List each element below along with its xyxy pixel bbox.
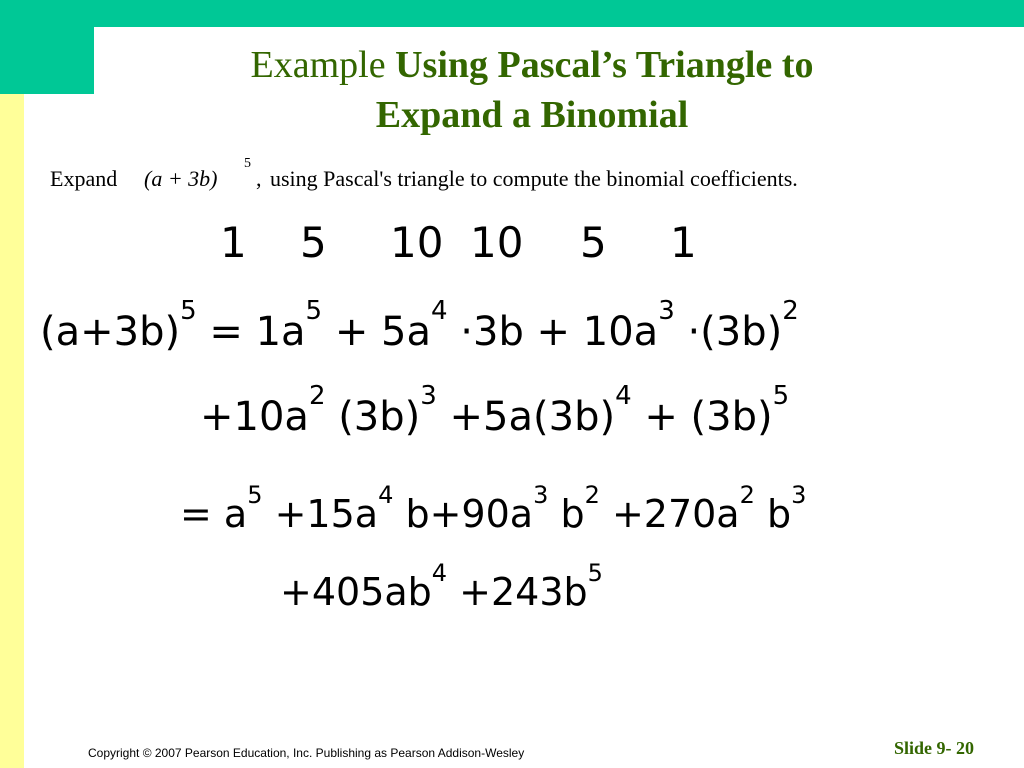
term-text: +405ab: [280, 570, 432, 614]
term-text: +5a(3b): [449, 394, 616, 440]
pascal-coefficient: 5: [300, 218, 327, 267]
term-exponent: 3: [791, 481, 807, 509]
term-exponent: 4: [615, 381, 632, 411]
title-prefix: Example: [250, 44, 386, 86]
copyright-notice: Copyright © 2007 Pearson Education, Inc. Publishing as Pearson Addison-Wesley: [88, 746, 525, 760]
expansion-line-1: [40, 296, 799, 355]
term-text: + 5a: [334, 309, 432, 355]
term-exponent: 2: [308, 381, 326, 411]
term-exponent: 2: [739, 481, 755, 509]
term-exponent: 5: [305, 296, 323, 326]
term-exponent: 5: [247, 481, 263, 509]
term-text: + (3b): [644, 394, 773, 440]
term-text: = 1a: [209, 309, 306, 355]
binomial-exponent: 5: [244, 156, 251, 171]
term-text: +15a: [274, 492, 379, 536]
handwritten-expression: [40, 296, 799, 355]
binomial-comma: ,: [256, 166, 262, 191]
term-exponent: 3: [658, 296, 675, 326]
simplified-line-1: [180, 481, 806, 536]
term-text: b+90a: [405, 492, 534, 536]
left-accent-bar: [0, 94, 24, 768]
term-exponent: 5: [587, 559, 603, 587]
term-text: = a: [180, 492, 248, 536]
corner-accent-block: [0, 0, 94, 94]
title-line-2: Expand a Binomial: [375, 94, 689, 136]
term-text: +243b: [459, 570, 588, 614]
simplified-line-2: [280, 559, 603, 614]
title-line-1: [100, 40, 964, 90]
handwritten-expression: [280, 559, 603, 614]
term-text: b: [560, 492, 585, 536]
handwritten-work: [30, 205, 1010, 625]
handwritten-expression: [180, 481, 806, 536]
term-text: +10a: [200, 394, 309, 440]
prompt-lead: Expand: [50, 166, 118, 191]
top-accent-bar: [0, 0, 1024, 27]
term-text: b: [766, 492, 792, 536]
term-text: (3b): [338, 394, 421, 440]
slide-title: [100, 40, 964, 140]
term-exponent: 5: [180, 296, 197, 326]
pascal-coefficient: 10: [390, 218, 444, 267]
handwritten-expression: [200, 381, 789, 440]
term-exponent: 4: [378, 481, 394, 509]
pascal-coefficients-row: [220, 218, 697, 267]
term-text: +270a: [611, 492, 740, 536]
pascal-coefficient: 1: [220, 218, 247, 267]
problem-statement: [50, 156, 1010, 200]
pascal-coefficient: 10: [470, 218, 524, 267]
pascal-coefficient: 1: [670, 218, 697, 267]
term-exponent: 3: [533, 481, 549, 509]
term-exponent: 4: [431, 559, 448, 587]
title-bold-line-1: Using Pascal’s Triangle to: [395, 44, 814, 86]
pascal-coefficient: 5: [580, 218, 607, 267]
term-text: ·(3b): [687, 309, 783, 355]
term-text: (a+3b): [40, 309, 181, 355]
slide-number: Slide 9- 20: [894, 738, 975, 758]
prompt-rest: using Pascal's triangle to compute the binomial coefficients.: [270, 166, 798, 191]
term-exponent: 2: [782, 296, 799, 326]
term-exponent: 2: [584, 481, 600, 509]
term-text: ·3b + 10a: [460, 309, 659, 355]
term-exponent: 3: [420, 381, 437, 411]
term-exponent: 5: [772, 381, 790, 411]
expansion-line-2: [200, 381, 789, 440]
binomial-base: (a + 3b): [144, 166, 218, 191]
term-exponent: 4: [431, 296, 448, 326]
